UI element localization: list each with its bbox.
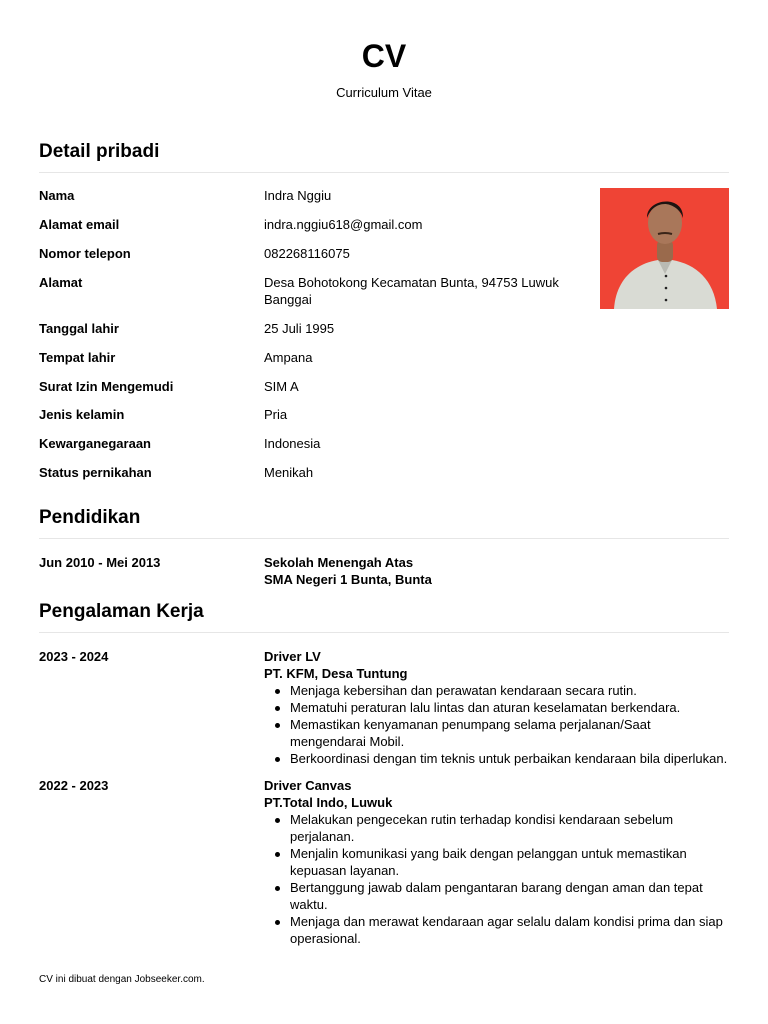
field-value: Menikah <box>264 465 314 480</box>
field-label: Jenis kelamin <box>39 407 125 422</box>
experience-period: 2022 - 2023 <box>39 778 109 793</box>
list-item: Menjalin komunikasi yang baik dengan pelanggan untuk memastikan kepuasan layanan. <box>290 845 730 879</box>
field-value: Indra Nggiu <box>264 188 332 203</box>
list-item: Menjaga kebersihan dan perawatan kendaraan secara rutin. <box>290 682 730 699</box>
field-value: 25 Juli 1995 <box>264 321 335 336</box>
experience-company: PT.Total Indo, Luwuk <box>264 795 393 810</box>
section-title-experience: Pengalaman Kerja <box>39 600 729 633</box>
profile-photo <box>600 188 729 309</box>
field-value: Pria <box>264 407 288 422</box>
field-label: Tempat lahir <box>39 350 116 365</box>
footer-note: CV ini dibuat dengan Jobseeker.com. <box>39 974 205 985</box>
experience-role: Driver Canvas <box>264 778 352 793</box>
field-value: indra.nggiu618@gmail.com <box>264 217 423 232</box>
field-label: Kewarganegaraan <box>39 436 151 451</box>
list-item: Mematuhi peraturan lalu lintas dan aturan keselamatan berkendara. <box>290 699 730 716</box>
list-item: Menjaga dan merawat kendaraan agar selalu dalam kondisi prima dan siap operasional. <box>290 913 730 947</box>
field-label: Nama <box>39 188 75 203</box>
list-item: Memastikan kenyamanan penumpang selama perjalanan/Saat mengendarai Mobil. <box>290 716 730 750</box>
cv-header <box>0 0 768 101</box>
field-value: Indonesia <box>264 436 321 451</box>
section-education <box>39 506 729 539</box>
section-title-personal: Detail pribadi <box>39 140 729 173</box>
section-personal <box>39 140 729 173</box>
field-value: Desa Bohotokong Kecamatan Bunta, 94753 Luwuk Banggai <box>264 275 559 307</box>
person-silhouette-icon <box>600 188 729 309</box>
list-item: Melakukan pengecekan rutin terhadap kondisi kendaraan sebelum perjalanan. <box>290 811 730 845</box>
field-value: Ampana <box>264 350 313 365</box>
page-title: CV <box>361 38 407 74</box>
field-label: Alamat <box>39 275 83 290</box>
field-value: 082268116075 <box>264 246 350 261</box>
list-item: Bertanggung jawab dalam pengantaran barang dengan aman dan tepat waktu. <box>290 879 730 913</box>
experience-duties <box>264 682 730 767</box>
section-title-education: Pendidikan <box>39 506 729 539</box>
experience-duties <box>264 811 730 947</box>
field-label: Surat Izin Mengemudi <box>39 379 174 394</box>
education-degree: Sekolah Menengah Atas <box>264 555 414 570</box>
field-value: SIM A <box>264 379 299 394</box>
list-item: Berkoordinasi dengan tim teknis untuk perbaikan kendaraan bila diperlukan. <box>290 750 730 767</box>
education-school: SMA Negeri 1 Bunta, Bunta <box>264 572 432 587</box>
experience-company: PT. KFM, Desa Tuntung <box>264 666 408 681</box>
experience-period: 2023 - 2024 <box>39 649 109 664</box>
education-period: Jun 2010 - Mei 2013 <box>39 555 161 570</box>
field-label: Status pernikahan <box>39 465 152 480</box>
section-experience <box>39 600 729 633</box>
page-subtitle: Curriculum Vitae <box>336 85 432 100</box>
field-label: Tanggal lahir <box>39 321 119 336</box>
field-label: Nomor telepon <box>39 246 131 261</box>
experience-role: Driver LV <box>264 649 321 664</box>
field-label: Alamat email <box>39 217 120 232</box>
